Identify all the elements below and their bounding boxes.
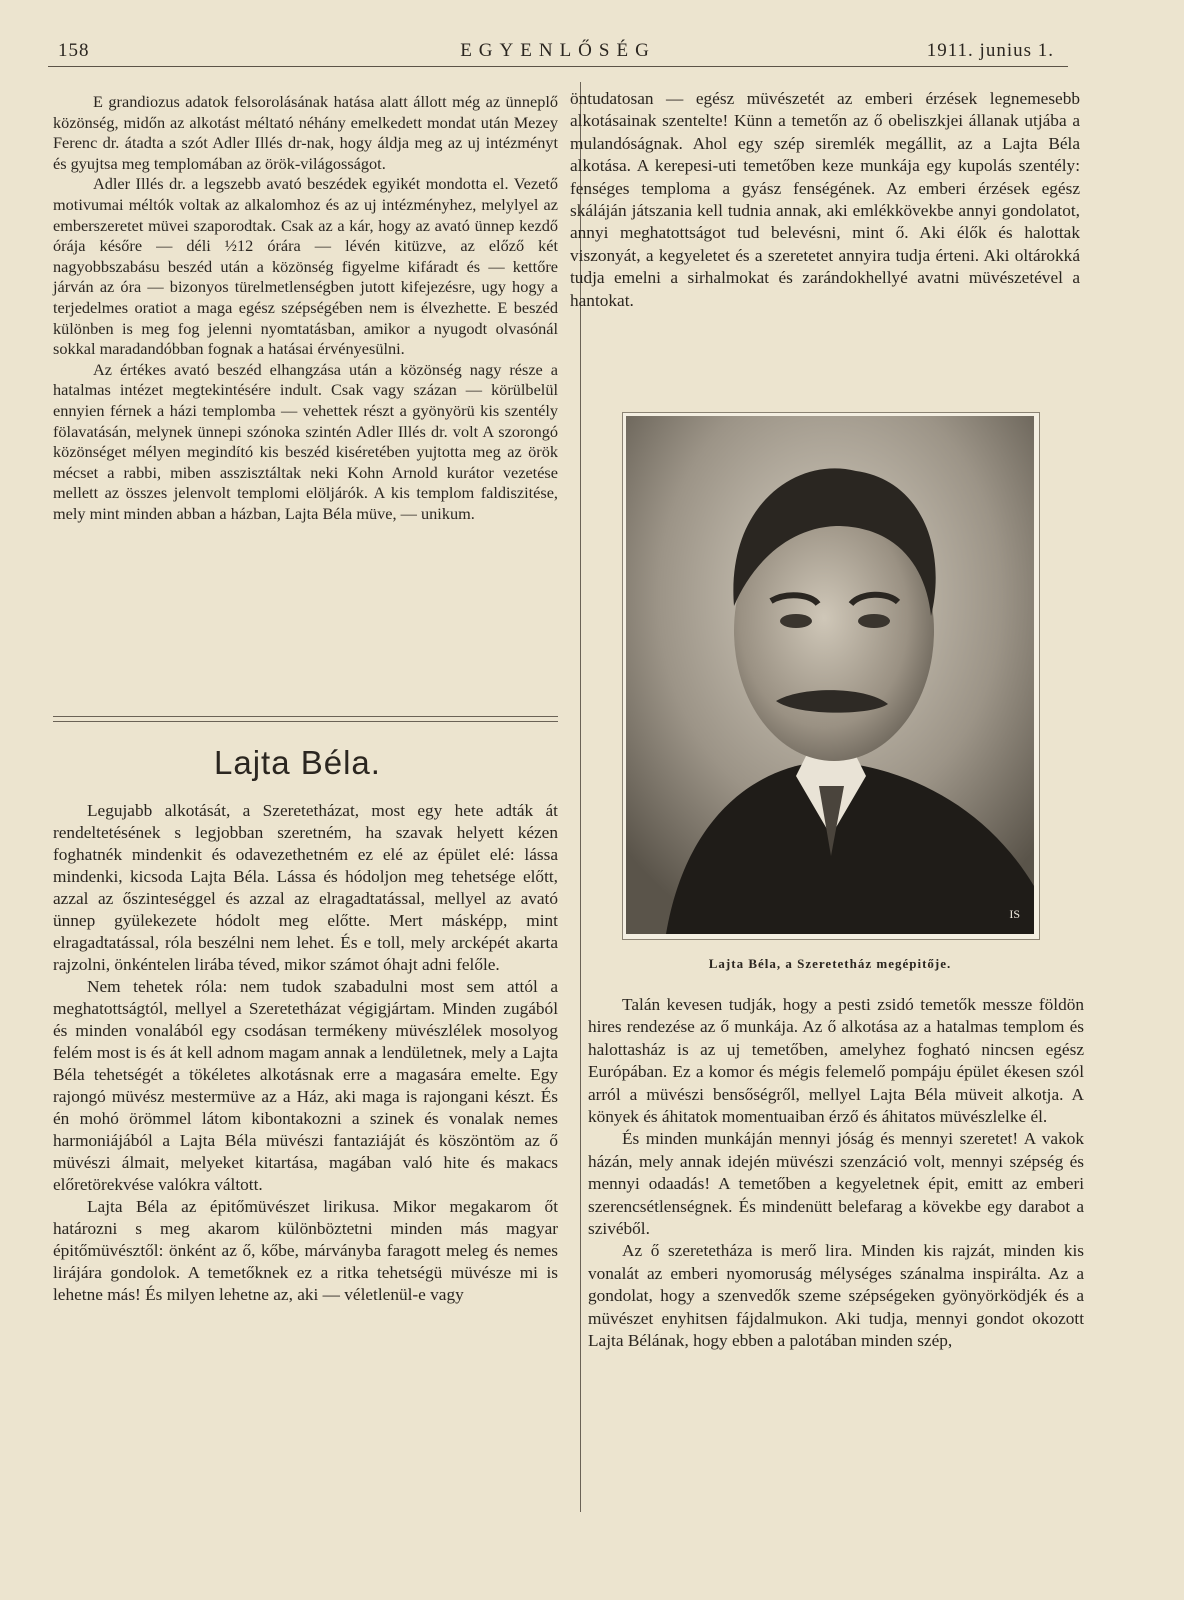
issue-date: 1911. junius 1.	[926, 40, 1054, 61]
paragraph: Az ő szeretetháza is merő lira. Minden kis rajzát, minden kis vonalát az emberi nyomoruság mélységes szánalma inspirálta. Az a gondolat, hogy a szenvedők szeme szépségeken gyönyörködjék és a müvészet enyhitsen fájdalmukon. Aki tudja, mennyi gondot okozott Lajta Bélának, hogy ebben a palotában minden szép,	[588, 1241, 1084, 1351]
right-column-top	[570, 88, 1080, 312]
photographer-initials: IS	[1009, 907, 1020, 921]
photo-caption: Lajta Béla, a Szeretetház megépitője.	[708, 956, 952, 971]
paragraph: Legujabb alkotását, a Szeretetházat, most egy hete adták át rendeltetésének s legjobban szeretném, ha szavak helyett kézen foghatnék mindenkit és odavezethetném ez elé az épület elé: lássa mindenki, kicsoda Lajta Béla. Lássa és hódoljon meg tehetsége előtt, azzal az őszinteséggel és azzal az elragadtatással, mellyel az avató ünnep gyülekezete hódolt meg előtte. Mert másképp, mint elragadtatással, róla beszélni nem lehet. És e toll, mely arcképét akarta rajzolni, önkéntelen lirába téved, mikor számot óhajt adni felőle.	[53, 801, 558, 974]
left-column-article	[53, 800, 558, 1306]
paragraph: És minden munkáján mennyi jóság és mennyi szeretet! A vakok házán, mely annak idején müvészi szenzáció volt, mennyi szépség és mennyi odaadás! A temetőben a kegyeletnek épit, emitt az emberi szerencsétlenségnek. És mindenütt belefarag a kövekbe egy darabot a szivéből.	[588, 1129, 1084, 1239]
paragraph: Lajta Béla az épitőmüvészet lirikusa. Mikor megakarom őt határozni s meg akarom különböztetni minden más magyar épitőmüvésztől: önként az ő, kőbe, márványba faragott meleg és nemes lirájára gondolok. A temetőknek ez a ritka tehetségü müvésze mi is lehetne más! És milyen lehetne az, aki — véletlenül-e vagy	[53, 1197, 558, 1304]
paragraph: Adler Illés dr. a legszebb avató beszédek egyikét mondotta el. Vezető motivumai méltók voltak az alkalomhoz és az uj intézményhez, melylyel az emberszeretet müvei szaporodtak. Csak az a kár, hogy az avató ünnep kezdő órája későre — déli ½12 órára — lévén kitüzve, az előző két nagyobbszabásu beszéd után a közönség figyelme kifáradt és — kettőre járván az óra — bizonyos türelmetlenségben jutott kifejezésre, ugy hogy a terjedelmes oratiot a maga egész szépségében nem is élvezhette. E beszéd különben is meg fog jelenni nyomtatásban, amikor a nyugodt olvasónál sokkal maradandóbban fognak a hatásai érvényesülni.	[53, 174, 558, 359]
paragraph: E grandiozus adatok felsorolásának hatása alatt állott még az ünneplő közönség, midőn az alkotást méltató néhány emelkedett mondat után Mezey Ferenc dr. átadta a szót Adler Illés dr-nak, hogy áldja meg az uj intézményt és gyujtsa meg templomában az örök-világosságot.	[53, 92, 558, 173]
section-separator	[53, 716, 558, 717]
article-title: Lajta Béla.	[214, 744, 381, 781]
portrait-photo	[622, 412, 1040, 940]
portrait-image	[626, 416, 1034, 934]
paragraph: Az értékes avató beszéd elhangzása után a közönség nagy része a hatalmas intézet megtekintésére indult. Csak vagy százan — körülbelül ennyien férnek a házi templomba — vehettek részt a gyönyörü kis szentély fölavatásán, melynek ünnepi szónoka szintén Adler Illés dr. volt A szorongó közönséget mélyen megindító kis beszéd kiséretében yujtotta meg az örök mécset a rabbi, miben asszisztáltak neki Kohn Arnold kurátor vezetése mellett az összes jelenvolt templomi elöljárók. A kis templom faldiszitése, mely mint minden abban a házban, Lajta Béla müve, — unikum.	[53, 359, 558, 523]
right-column-bottom	[588, 994, 1084, 1353]
paragraph: öntudatosan — egész müvészetét az emberi érzések legnemesebb alkotásainak szentelte! Künn a temetőn az ő obeliszkjei állanak utjába a mulandóságnak. Ahol egy szép siremlék megállit, az a Lajta Béla alkotása. A kerepesi-uti temetőben keze munkája egy kupolás szentély: fenséges temploma a gyász fenségének. Az emberi érzések egész skáláján játszania kell tudnia annak, aki emlékkövekbe annyi gondolatot, annyi meghatottságot tud belevésni, mint ő. Aki élők és halottak viszonyát, a kegyeletet és a szeretetet annyira tudja érteni. Aki oltárokká tudja emelni a sirhalmokat és zarándokhellyé avatni müvészetével a hantokat.	[570, 89, 1080, 310]
page-header	[48, 38, 1068, 68]
page-number: 158	[58, 40, 90, 61]
paragraph: Nem tehetek róla: nem tudok szabadulni most sem attól a meghatottságtól, mellyel a Szeretetházat végigjártam. Minden zugából és minden vonalából egy csodásan termékeny müvészlélek mosolyog felém most is és át kell adnom magam annak a lendületnek, mely a Lajta Béla tehetségét a tökéletes alkotásnak erre a magasára emelte. Egy rajongó müvész mestermüve az a Ház, aki maga is rajongani készt. És én mohó örömmel látom kibontakozni a szinek és vonalak nemes harmoniájából a Lajta Béla müvészi fantaziáját és köszöntöm az ő müvészi álmait, melyeket kitartása, magában való hite és makacs előretörekvése valókra váltott.	[53, 977, 558, 1194]
portrait-illustration	[626, 416, 1034, 934]
journal-title: EGYENLŐSÉG	[460, 40, 656, 61]
left-column-top	[53, 92, 558, 524]
header-rule	[48, 66, 1068, 67]
paragraph: Talán kevesen tudják, hogy a pesti zsidó temetők messze földön hires rendezése az ő munkája. Az ő alkotása az a hatalmas templom és halottasház is az uj temetőben, amelyhez fogható nincsen egész Európában. Ez a komor és mégis felemelő pompáju épület ékesen szól arról a müvészi bensőségről, mellyel Lajta Béla müveit alkotja. A könyek és áhitatok momentuaiban érző és áhitatos müvészlelke él.	[588, 995, 1084, 1127]
section-separator	[53, 721, 558, 722]
